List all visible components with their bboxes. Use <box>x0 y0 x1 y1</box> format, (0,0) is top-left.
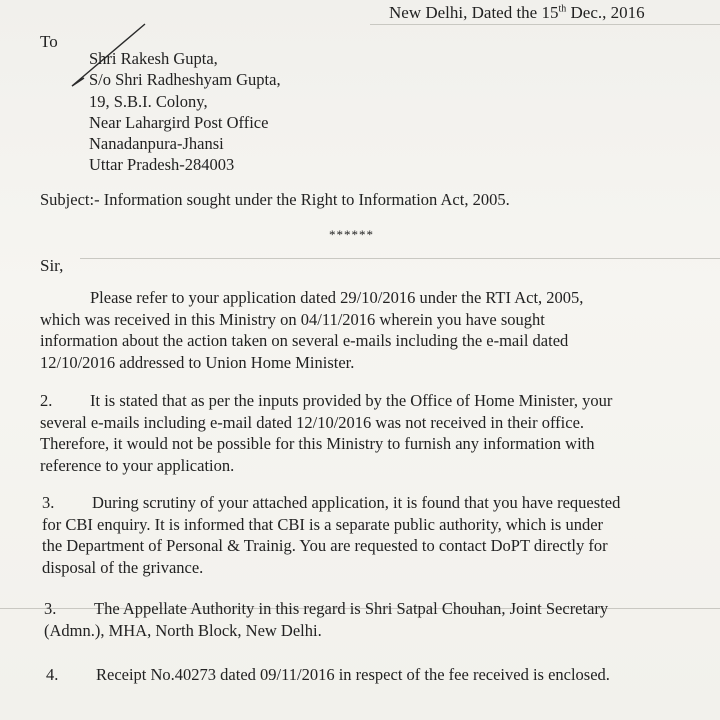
address-line: S/o Shri Radheshyam Gupta, <box>89 70 281 90</box>
paragraph-1 <box>40 287 672 373</box>
paragraph-3 <box>42 492 678 578</box>
paragraph-first-line <box>44 598 674 620</box>
paragraph-line: During scrutiny of your attached application, it is found that you have requested <box>92 493 621 512</box>
address-line: Uttar Pradesh-284003 <box>89 155 235 175</box>
paragraph-line: which was received in this Ministry on 04/11/2016 wherein you have sought <box>40 309 545 329</box>
paragraph-line: 12/10/2016 addressed to Union Home Minister. <box>40 352 355 372</box>
paragraph-4 <box>44 598 674 641</box>
paragraph-2 <box>40 390 673 476</box>
salutation: Sir, <box>40 256 64 275</box>
paragraph-first-line <box>46 664 666 686</box>
paragraph-number: 3. <box>44 599 57 618</box>
address-line: Near Lahargird Post Office <box>89 112 269 132</box>
paragraph-number: 2. <box>40 391 53 410</box>
paragraph-line: the Department of Personal & Trainig. You are requested to contact DoPT directly for <box>42 536 608 555</box>
address-line: Shri Rakesh Gupta, <box>89 49 218 68</box>
fold-line <box>80 258 720 259</box>
paragraph-line: reference to your application. <box>40 455 235 475</box>
paragraph-line: It is stated that as per the inputs provided by the Office of Home Minister, your <box>90 391 613 410</box>
letter-date <box>389 3 645 23</box>
address-line: Nanadanpura-Jhansi <box>89 134 224 154</box>
paragraph-first-line <box>42 492 678 514</box>
paragraph-5 <box>46 664 666 686</box>
date-suffix-ordinal: th <box>558 3 567 15</box>
fold-line <box>370 24 720 25</box>
paragraph-line: Receipt No.40273 dated 09/11/2016 in respect of the fee received is enclosed. <box>96 665 610 684</box>
paragraph-number: 3. <box>42 493 55 512</box>
paragraph-number: 4. <box>46 665 59 684</box>
to-label: To <box>40 32 58 51</box>
subject-line: Subject:- Information sought under the Right to Information Act, 2005. <box>40 190 510 209</box>
separator: ****** <box>329 227 374 242</box>
paragraph-line: disposal of the grivance. <box>42 557 204 577</box>
paragraph-line: The Appellate Authority in this regard is Shri Satpal Chouhan, Joint Secretary <box>94 599 609 618</box>
date-prefix: New Delhi, Dated the 15 <box>389 3 559 22</box>
address-line: 19, S.B.I. Colony, <box>89 91 208 111</box>
date-month-year: Dec., 2016 <box>566 3 645 22</box>
paragraph-line: (Admn.), MHA, North Block, New Delhi. <box>44 620 322 640</box>
paragraph-line: Therefore, it would not be possible for this Ministry to furnish any information with <box>40 434 595 453</box>
recipient-address <box>89 48 281 176</box>
paragraph-line: for CBI enquiry. It is informed that CBI is a separate public authority, which is under <box>42 514 604 534</box>
paragraph-line: Please refer to your application dated 29/10/2016 under the RTI Act, 2005, <box>90 288 584 307</box>
paragraph-first-line <box>40 390 673 412</box>
paragraph-line: several e-mails including e-mail dated 12/10/2016 was not received in their office. <box>40 412 585 432</box>
paragraph-line: information about the action taken on several e-mails including the e-mail dated <box>40 331 569 350</box>
